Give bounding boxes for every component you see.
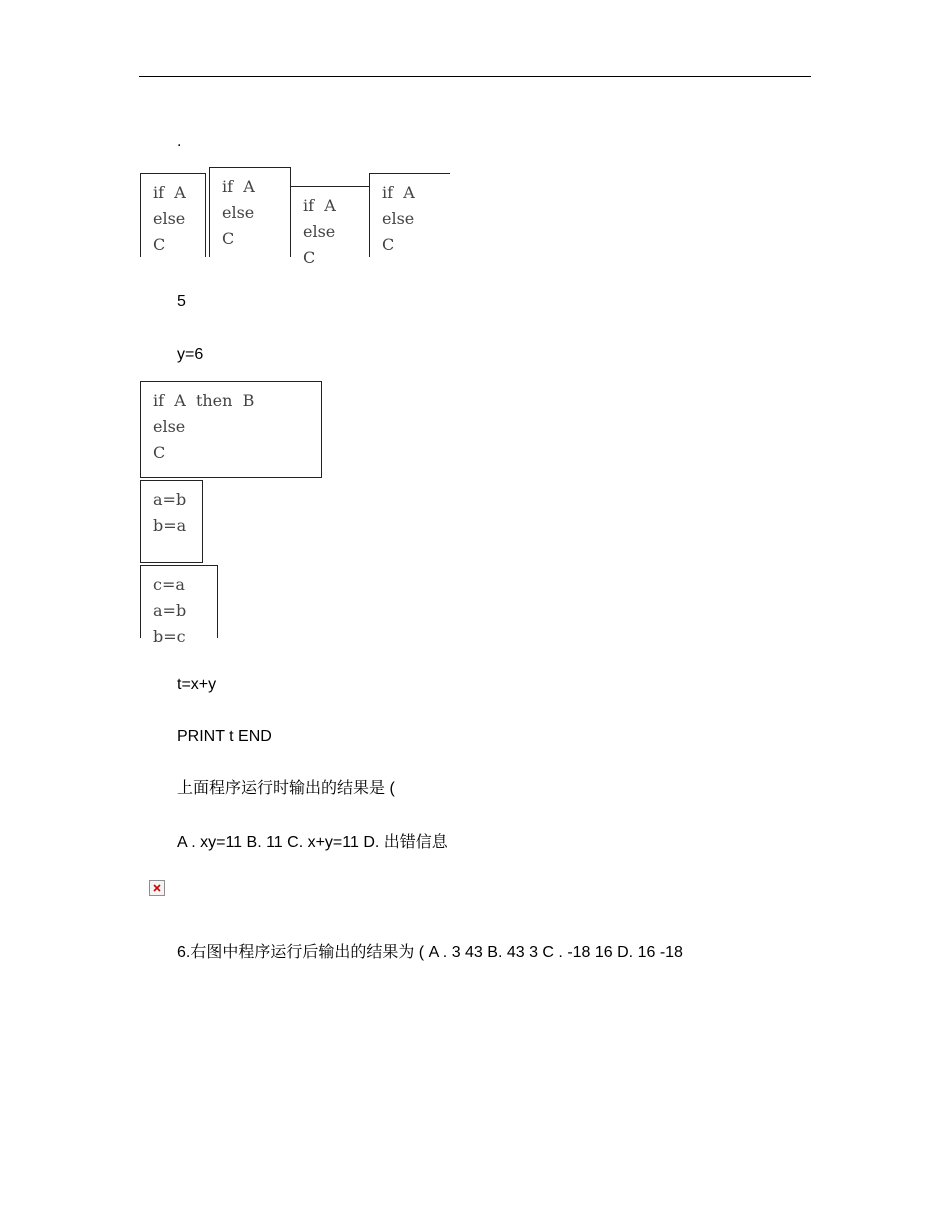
code-line: c=a (153, 575, 185, 594)
code-snippet-if-then (140, 381, 322, 478)
broken-image-icon (149, 880, 165, 896)
code-line: else (222, 203, 255, 222)
code-line: if A (222, 177, 255, 196)
close-x-icon (152, 883, 162, 893)
code-line: a=b (153, 490, 187, 509)
code-line: if A (303, 196, 336, 215)
code-snippet-3 (290, 186, 372, 267)
question-5-prompt: 上面程序运行时输出的结果是 ( (177, 780, 395, 797)
code-line: if A then B (153, 391, 255, 410)
code-line: else (153, 209, 186, 228)
question-number: 5 (177, 293, 186, 310)
code-line: else (153, 417, 186, 436)
code-line: C (153, 235, 166, 254)
code-line: b=a (153, 516, 187, 535)
code-line: else (303, 222, 336, 241)
question-6: 6.右图中程序运行后输出的结果为 ( A . 3 43 B. 43 3 C . -18 16 D. 16 -18 (177, 944, 683, 961)
code-line: C (153, 443, 166, 462)
code-snippet-swap-b (140, 565, 218, 646)
header-rule (139, 76, 811, 77)
statement-print: PRINT t END (177, 728, 272, 745)
statement-y: y=6 (177, 346, 204, 363)
code-snippet-1 (140, 173, 206, 257)
code-snippet-4 (369, 173, 450, 257)
dot-marker: . (177, 133, 182, 150)
code-line: if A (153, 183, 186, 202)
code-line: a=b (153, 601, 187, 620)
code-line: if A (382, 183, 415, 202)
code-snippet-swap-a (140, 480, 203, 563)
statement-t: t=x+y (177, 676, 217, 693)
code-line: C (382, 235, 395, 254)
code-line: C (303, 248, 316, 267)
code-snippet-2 (209, 167, 291, 257)
code-line: else (382, 209, 415, 228)
code-line: C (222, 229, 235, 248)
question-5-options: A . xy=11 B. 11 C. x+y=11 D. 出错信息 (177, 834, 448, 851)
code-line: b=c (153, 627, 186, 646)
